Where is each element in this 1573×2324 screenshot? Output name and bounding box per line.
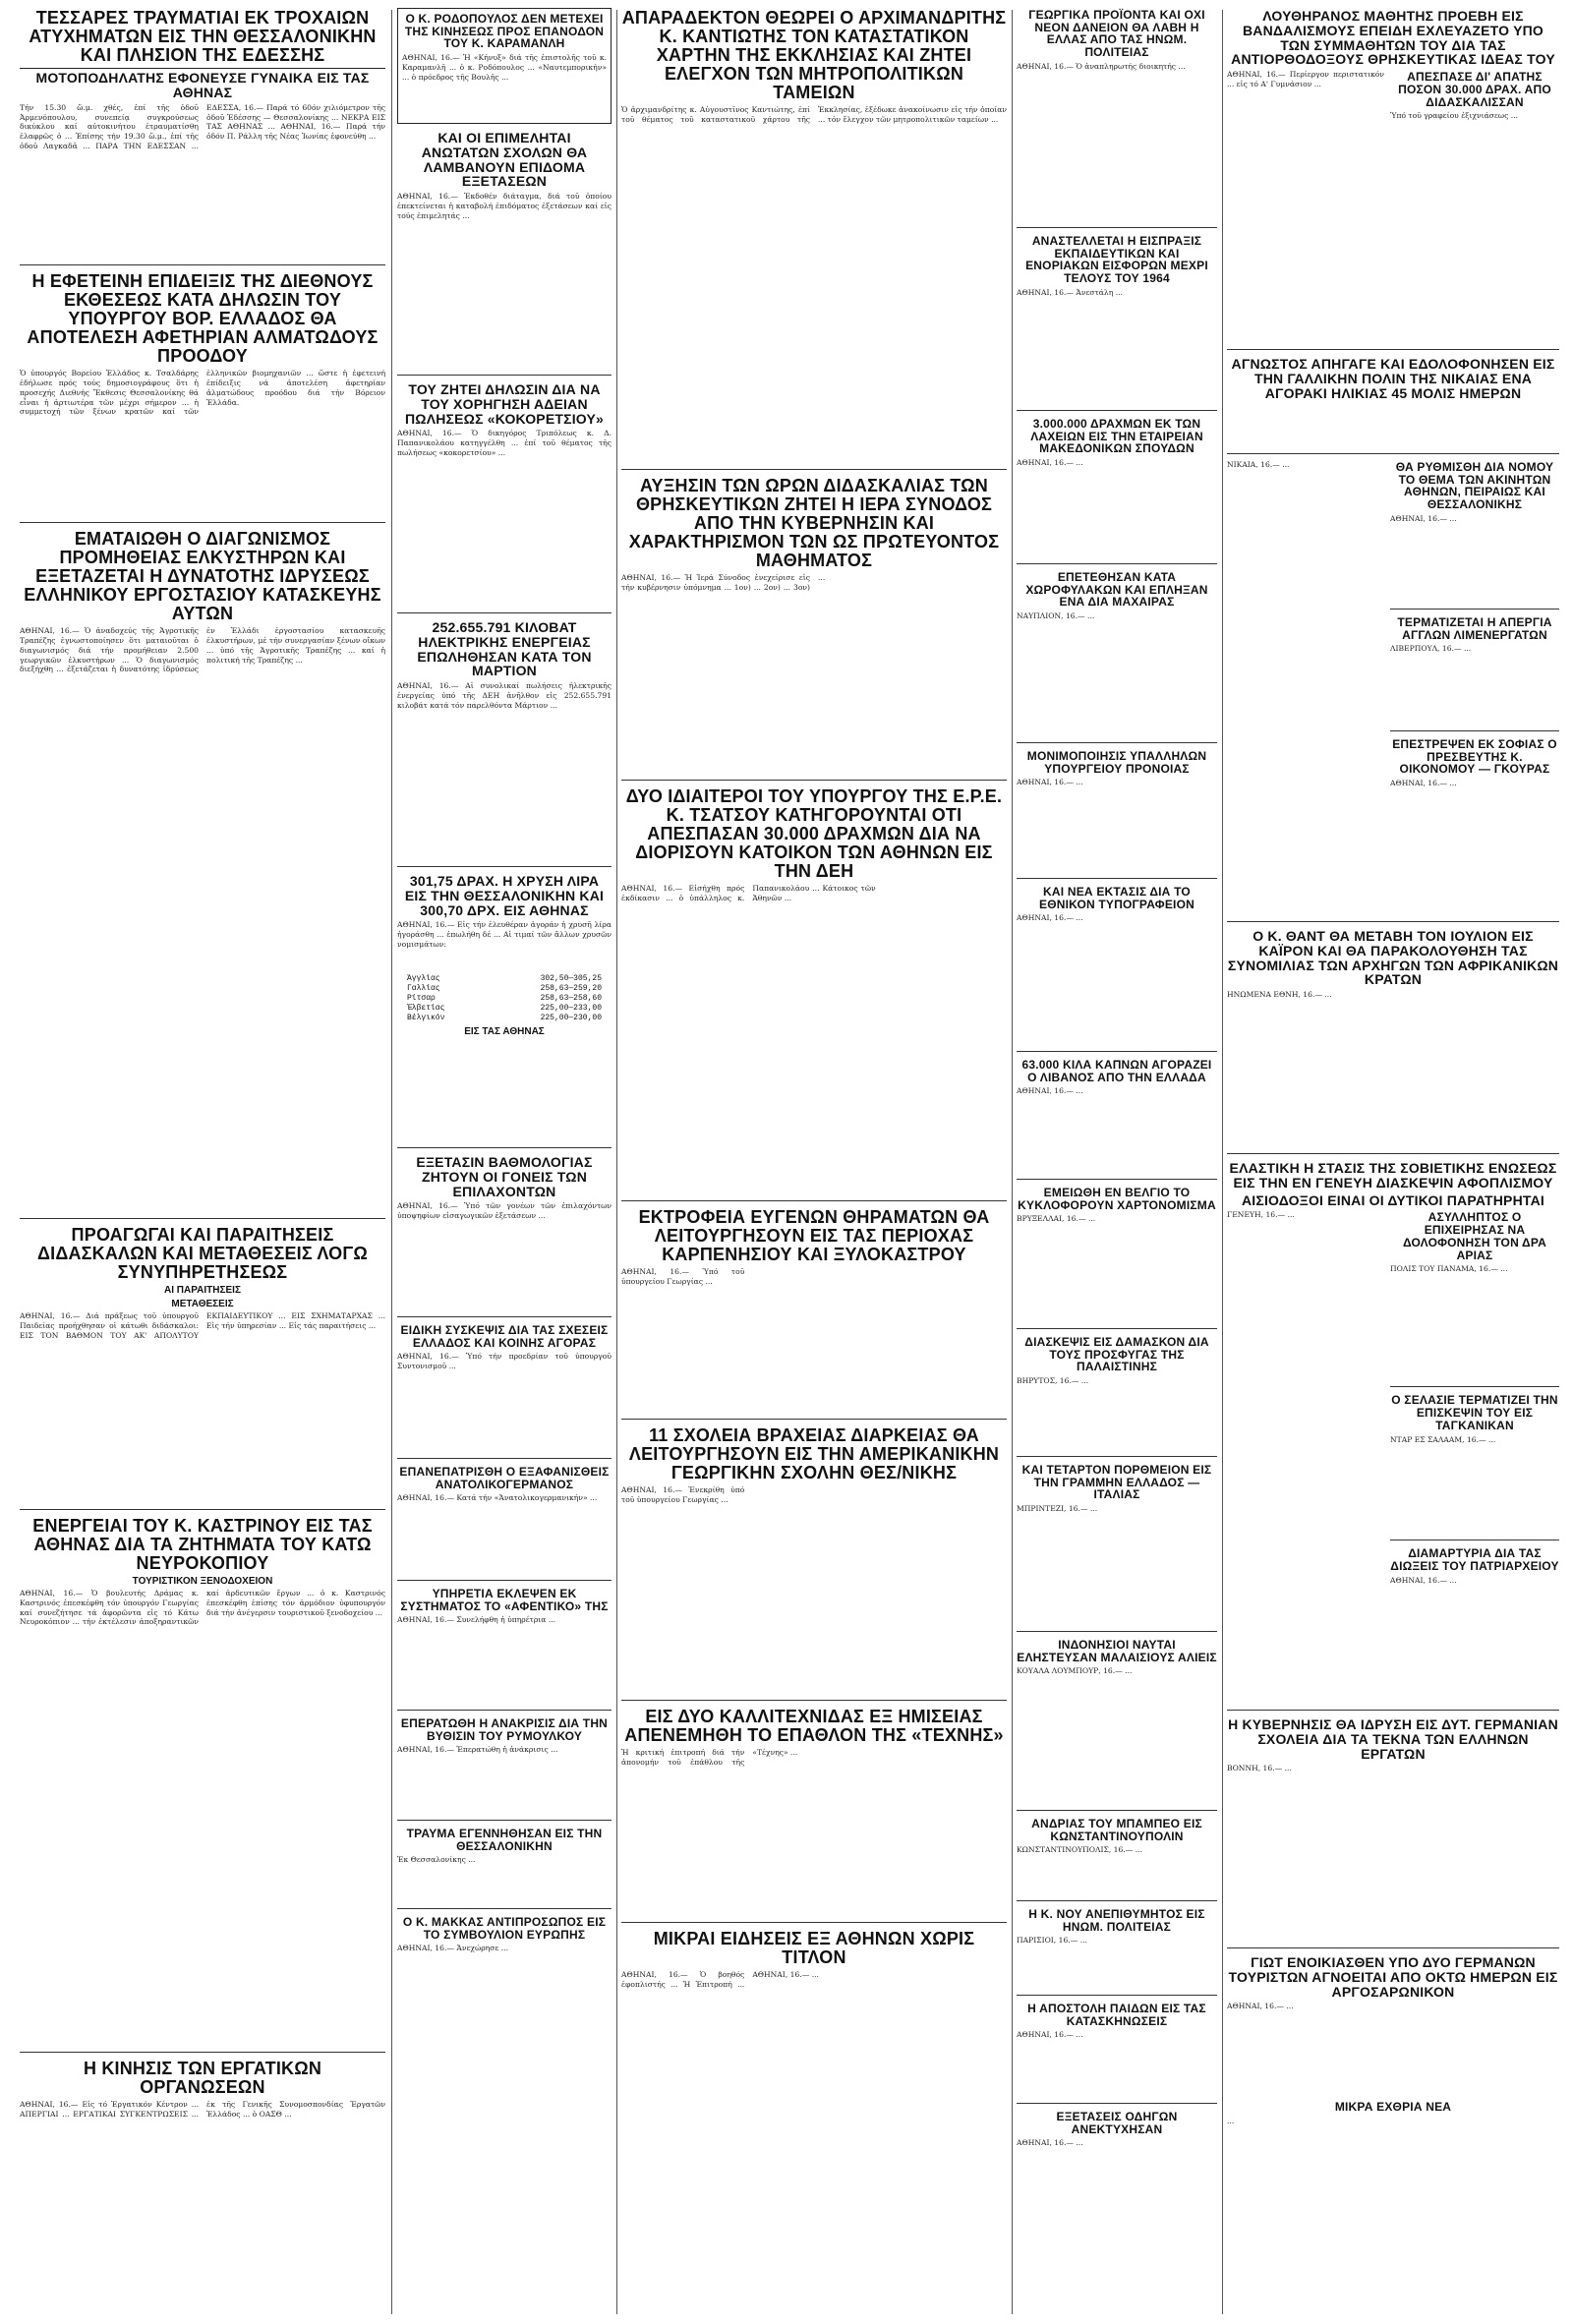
headline: 3.000.000 ΔΡΑΧΜΩΝ ΕΚ ΤΩΝ ΛΑΧΕΙΩΝ ΕΙΣ ΤΗΝ ΕΤΑΙΡΕΙΑΝ ΜΑΚΕΔΟΝΙΚΩΝ ΣΠΟΥΔΩΝ [1030, 417, 1203, 456]
column-2 [397, 8, 612, 2318]
article-body: ΑΘΗΝΑΙ, 16.— ... [1390, 1575, 1457, 1585]
article-thant [1227, 928, 1559, 1154]
article-farm-products [1017, 8, 1217, 228]
article-body: ΑΘΗΝΑΙ, 16.— Ὑπό τοῦ ὑπουργείου Γεωργίας ... [621, 1267, 745, 1286]
headline: ΘΑ ΡΥΘΜΙΣΘΗ ΔΙΑ ΝΟΜΟΥ ΤΟ ΘΕΜΑ ΤΩΝ ΑΚΙΝΗΤΩΝ ΑΘΗΝΩΝ, ΠΕΙΡΑΙΩΣ ΚΑΙ ΘΕΣΣΑΛΟΝΙΚΗΣ [1395, 460, 1554, 512]
article-body: ΑΘΗΝΑΙ, 16.— ... [1017, 2138, 1083, 2148]
article-dockworkers [1390, 615, 1559, 731]
column-5 [1227, 8, 1559, 2318]
article-common-market [397, 1323, 612, 1459]
headline: ΔΙΑΜΑΡΤΥΡΙΑ ΔΙΑ ΤΑΣ ΔΙΩΞΕΙΣ ΤΟΥ ΠΑΤΡΙΑΡΧΕΙΟΥ [1390, 1546, 1559, 1574]
article-body: ΝΑΥΠΛΙΟΝ, 16.— ... [1017, 611, 1095, 621]
headline: ΚΑΙ ΤΕΤΑΡΤΟΝ ΠΟΡΘΜΕΙΟΝ ΕΙΣ ΤΗΝ ΓΡΑΜΜΗΝ ΕΛΛΑΔΟΣ — ΙΤΑΛΙΑΣ [1021, 1463, 1212, 1502]
subheadline: ΑΙΣΙΟΔΟΞΟΙ ΕΙΝΑΙ ΟΙ ΔΥΤΙΚΟΙ ΠΑΡΑΤΗΡΗΤΑΙ [1241, 1191, 1545, 1208]
article-game-breeding [621, 1207, 1007, 1420]
article-births [397, 1827, 612, 1909]
article-housemaid [397, 1587, 612, 1711]
article-east-german [397, 1465, 612, 1581]
article-agricultural-school [621, 1425, 1007, 1701]
article-tobacco [1017, 1058, 1217, 1180]
article-body: ΓΕΝΕΥΗ, 16.— ... [1227, 1210, 1295, 1220]
article-body: Ὁ ὑπουργός Βορείου Ἑλλάδος κ. Τσαλδάρης ἐδήλωσε πρός τούς δημοσιογράφους ὅτι ἡ προσεχής Διεθνής Ἔκθεσις Θεσσαλονίκης θά εἶναι ἡ ἀρτιωτέρα τῶν μέχρι σήμερον ... ἡ συμμετοχή τῶν ξένων κρατῶν καί τῶν ἑλληνικῶν βιομηχανιῶν ... ὥστε ἡ ἐφετεινή ἐπίδειξις νά ἀποτελέση ἀφετηρίαν ἀλματώδους προόδου διά τήν Βόρειον Ἑλλάδα. [20, 369, 385, 417]
article-body: ΝΤΑΡ ΕΣ ΣΑΛΑΑΜ, 16.— ... [1390, 1434, 1496, 1444]
article-thessaloniki-fair [20, 271, 385, 523]
article-body: ΜΠΡΙΝΤΕΖΙ, 16.— ... [1017, 1504, 1098, 1514]
article-statue [1017, 1817, 1217, 1901]
article-body: ΑΘΗΝΑΙ, 16.— ... [1390, 779, 1457, 788]
article-body: ΑΘΗΝΑΙ, 16.— Αἱ συνολικαί πωλήσεις ἠλεκτρικῆς ἐνεργείας ὑπό τῆς ΔΕΗ ἀνῆλθον εἰς 252.655.791 κιλοβάτ κατά τόν παρελθόντα Μάρτιον ... [397, 681, 612, 710]
column-4 [1017, 8, 1217, 2318]
article-body: ΑΘΗΝΑΙ, 16.— Ἀνεστάλη ... [1017, 287, 1123, 297]
article-contributions [1017, 234, 1217, 411]
article-tugboat [397, 1716, 612, 1821]
article-layout [1227, 70, 1559, 335]
headline: Η ΑΠΟΣΤΟΛΗ ΠΑΙΔΩΝ ΕΙΣ ΤΑΣ ΚΑΤΑΣΚΗΝΩΣΕΙΣ [1027, 2002, 1206, 2028]
article-body: Τήν 15.30 ὥ.μ. χθές, ἐπί τῆς ὁδοῦ Ἀρμενόπουλου, συνεπείᾳ συγκρούσεως δικύκλου καί αὐτοκινήτου ἐτραυματίσθη ἐλαφρῶς ὁ ... Ἐπίσης τήν 19.30 ὥ.μ., ἐπί τῆς ὁδοῦ Λαγκαδᾶ ... ΠΑΡΑ ΤΗΝ ΕΔΕΣΣΑΝ ... ΕΔΕΣΣΑ, 16.— Παρά τό 60όν χιλιόμετρον τῆς ὁδοῦ Ἐδέσσης — Θεσσαλονίκης ... ΝΕΚΡΑ ΕΙΣ ΤΑΣ ΑΘΗΝΑΣ ... ΑΘΗΝΑΙ, 16.— Παρά τήν ὁδόν Π. Ράλλη τῆς Νέας Ἰωνίας ἐφονεύθη ... [20, 102, 385, 150]
headline: 11 ΣΧΟΛΕΙΑ ΒΡΑΧΕΙΑΣ ΔΙΑΡΚΕΙΑΣ ΘΑ ΛΕΙΤΟΥΡΓΗΣΟΥΝ ΕΙΣ ΤΗΝ ΑΜΕΡΙΚΑΝΙΚΗΝ ΓΕΩΡΓΙΚΗΝ ΣΧΟΛΗΝ ΘΕΣ/ΝΙΚΗΣ [628, 1425, 1000, 1483]
headline: 63.000 ΚΙΛΑ ΚΑΠΝΩΝ ΑΓΟΡΑΖΕΙ Ο ΛΙΒΑΝΟΣ ΑΠΟ ΤΗΝ ΕΛΛΑΔΑ [1021, 1058, 1212, 1084]
article-body: ΑΘΗΝΑΙ, 16.— Περίεργον περιστατικόν ... εἰς τό Α' Γυμνάσιον ... [1227, 70, 1384, 89]
subheading: ΤΟΥΡΙΣΤΙΚΟΝ ΞΕΝΟΔΟΧΕΙΟΝ [132, 1576, 273, 1588]
article-body: ΒΗΡΥΤΟΣ, 16.— ... [1017, 1376, 1089, 1386]
column-rule [1222, 10, 1223, 2314]
gold-prices-table [407, 974, 602, 1023]
headline: ΤΟΥ ΖΗΤΕΙ ΔΗΛΩΣΙΝ ΔΙΑ ΝΑ ΤΟΥ ΧΟΡΗΓΗΣΗ ΑΔΕΙΑΝ ΠΩΛΗΣΕΩΣ «ΚΟΚΟΡΕΤΣΙΟΥ» [404, 381, 605, 427]
headline: ΤΡΑΥΜΑ ΕΓΕΝΝΗΘΗΣΑΝ ΕΙΣ ΤΗΝ ΘΕΣΣΑΛΟΝΙΚΗΝ [406, 1827, 603, 1853]
article-ferry [1017, 1463, 1217, 1632]
headline: Η ΚΙΝΗΣΙΣ ΤΩΝ ΕΡΓΑΤΙΚΩΝ ΟΡΓΑΝΩΣΕΩΝ [83, 2059, 322, 2098]
headline: ΜΙΚΡΑ ΕΧΘΡΙΑ ΝΕΑ [1334, 2100, 1452, 2115]
article-body: Ὑπό τοῦ γραφείου ἐξιχνιάσεως ... [1390, 111, 1518, 121]
article-gold-sovereign [397, 873, 612, 1148]
headline: ΑΥΞΗΣΙΝ ΤΩΝ ΩΡΩΝ ΔΙΔΑΣΚΑΛΙΑΣ ΤΩΝ ΘΡΗΣΚΕΥΤΙΚΩΝ ΖΗΤΕΙ Η ΙΕΡΑ ΣΥΝΟΔΟΣ ΑΠΟ ΤΗΝ ΚΥΒΕΡΝΗΣΙΝ ΚΑΙ ΧΑΡΑΚΤΗΡΙΣΜΟΝ ΤΩΝ ΩΣ ΠΡΩΤΕΥΟΝΤΟΣ ΜΑΘΗΜΑΤΟΣ [628, 476, 1000, 571]
column-rule [616, 10, 617, 2314]
article-exam-allowance [397, 130, 612, 376]
article-soviet-disarmament [1227, 1160, 1559, 1711]
article-body: ΑΘΗΝΑΙ, 16.— ... [1017, 913, 1083, 923]
headline: ΜΙΚΡΑΙ ΕΙΔΗΣΕΙΣ ΕΞ ΑΘΗΝΩΝ ΧΩΡΙΣ ΤΙΤΛΟΝ [653, 1929, 975, 1968]
article-lutheran-student [1227, 8, 1559, 350]
article-body: ΝΙΚΑΙΑ, 16.— ... [1227, 460, 1290, 469]
article-body: ΑΘΗΝΑΙ, 16.— Εἰς τήν ἐλευθέραν ἀγοράν ἡ χρυσῆ λίρα ἠγοράσθη ... ἐπωλήθη δέ ... Αἱ τιμαί τῶν ἄλλων χρυσῶν νομισμάτων: [397, 920, 612, 949]
headline: 252.655.791 ΚΙΛΟΒΑΤ ΗΛΕΚΤΡΙΚΗΣ ΕΝΕΡΓΕΙΑΣ ΕΠΩΛΗΘΗΣΑΝ ΚΑΤΑ ΤΟΝ ΜΑΡΤΙΟΝ [417, 619, 592, 679]
article-body: ΑΘΗΝΑΙ, 16.— ... [1017, 778, 1083, 787]
article-body: ΒΟΝΝΗ, 16.— ... [1227, 1764, 1292, 1773]
article-body: ΗΝΩΜΕΝΑ ΕΘΝΗ, 16.— ... [1227, 990, 1332, 1000]
side-column [1390, 460, 1559, 921]
subheading: ΕΙΣ ΤΑΣ ΑΘΗΝΑΣ [464, 1026, 545, 1038]
table-row: Ἑλβετίας 225,00—233,00 [407, 1004, 602, 1014]
article-small-news [621, 1929, 1007, 2318]
article-traffic-accidents [20, 8, 385, 265]
article-permanent-staff [1017, 749, 1217, 879]
article-kastrinos [20, 1516, 385, 2053]
headline: ΑΣΥΛΛΗΠΤΟΣ Ο ΕΠΙΧΕΙΡΗΣΑΣ ΝΑ ΔΟΛΟΦΟΝΗΣΗ ΤΟΝ ΔΡΑ ΑΡΙΑΣ [1402, 1210, 1547, 1262]
article-driving-exams [1017, 2110, 1217, 2239]
article-body: ΚΩΝΣΤΑΝΤΙΝΟΥΠΟΛΙΣ, 16.— ... [1017, 1845, 1142, 1855]
headline: ΕΙΣ ΔΥΟ ΚΑΛΛΙΤΕΧΝΙΔΑΣ ΕΞ ΗΜΙΣΕΙΑΣ ΑΠΕΝΕΜΗΘΗ ΤΟ ΕΠΑΘΛΟΝ ΤΗΣ «ΤΕΧΝΗΣ» [624, 1707, 1004, 1746]
article-selassie [1390, 1393, 1559, 1540]
headline: ΔΥΟ ΙΔΙΑΙΤΕΡΟΙ ΤΟΥ ΥΠΟΥΡΓΟΥ ΤΗΣ Ε.Ρ.Ε. Κ. ΤΣΑΤΣΟΥ ΚΑΤΗΓΟΡΟΥΝΤΑΙ ΟΤΙ ΑΠΕΣΠΑΣΑΝ 30.000 ΔΡΑΧΜΩΝ ΔΙΑ ΝΑ ΔΙΟΡΙΣΟΥΝ ΚΑΤΟΙΚΟΝ ΤΩΝ ΑΘΗΝΩΝ ΕΙΣ ΤΗΝ ΔΕΗ [625, 786, 1003, 882]
article-body: ΑΘΗΝΑΙ, 16.— Ὁ ἀναδοχεύς τῆς Ἀγροτικῆς Τραπέζης ἐγνωστοποίησεν ὅτι ματαιοῦται ὁ διαγωνισμός διά τήν προμήθειαν 2.500 γεωργικῶν ἐλκυστήρων ... Ὁ διαγωνισμός διεξήχθη ... ἐξετάζεται ἡ δυνατότης ἱδρύσεως ἐν Ἑλλάδι ἐργοστασίου κατασκευῆς ἐλκυστήρων, μέ τήν συνεργασίαν ξένων οἴκων ... ὑπό τῆς Ἀγροτικῆς Τραπέζης ... καί ἡ πολιτική τῆς Τραπέζης ... [20, 626, 385, 674]
headline: ΕΞΕΤΑΣΙΝ ΒΑΘΜΟΛΟΓΙΑΣ ΖΗΤΟΥΝ ΟΙ ΓΟΝΕΙΣ ΤΩΝ ΕΠΙΛΑΧΟΝΤΩΝ [416, 1154, 593, 1199]
headline: ΛΟΥΘΗΡΑΝΟΣ ΜΑΘΗΤΗΣ ΠΡΟΕΒΗ ΕΙΣ ΒΑΝΔΑΛΙΣΜΟΥΣ ΕΠΕΙΔΗ ΕΧΛΕΥΑΖΕΤΟ ΥΠΟ ΤΩΝ ΣΥΜΜΑΘΗΤΩΝ ΤΟΥ ΔΙΑ ΤΑΣ ΑΝΤΙΟΡΘΟΔΟΞΟΥΣ ΘΡΗΣΚΕΥΤΙΚΑΣ ΙΔΕΑΣ ΤΟΥ [1231, 8, 1555, 68]
headline: Ο Κ. ΘΑΝΤ ΘΑ ΜΕΤΑΒΗ ΤΟΝ ΙΟΥΛΙΟΝ ΕΙΣ ΚΑΪΡΟΝ ΚΑΙ ΘΑ ΠΑΡΑΚΟΛΟΥΘΗΣΗ ΤΑΣ ΣΥΝΟΜΙΛΙΑΣ ΤΩΝ ΑΡΧΗΓΩΝ ΤΩΝ ΑΦΡΙΚΑΝΙΚΩΝ ΚΡΑΤΩΝ [1227, 928, 1559, 988]
column-rule [391, 10, 392, 2314]
article-body: ΛΙΒΕΡΠΟΥΛ, 16.— ... [1390, 644, 1472, 654]
headline: Ο Κ. ΜΑΚΚΑΣ ΑΝΤΙΠΡΟΣΩΠΟΣ ΕΙΣ ΤΟ ΣΥΜΒΟΥΛΙΟΝ ΕΥΡΩΠΗΣ [402, 1915, 607, 1942]
article-body: Ἐκ Θεσσαλονίκης ... [397, 1855, 476, 1865]
table-row: Γαλλίας 258,63—259,20 [407, 984, 602, 994]
headline: ΠΡΟΑΓΩΓΑΙ ΚΑΙ ΠΑΡΑΙΤΗΣΕΙΣ ΔΙΔΑΣΚΑΛΩΝ ΚΑΙ ΜΕΤΑΘΕΣΕΙΣ ΛΟΓΩ ΣΥΝΥΠΗΡΕΤΗΣΕΩΣ [36, 1225, 368, 1283]
table-row: Ρίτσαρ 258,63—258,60 [407, 994, 602, 1004]
headline: ΕΠΕΣΤΡΕΨΕΝ ΕΚ ΣΟΦΙΑΣ Ο ΠΡΕΣΒΕΥΤΗΣ Κ. ΟΙΚΟΝΟΜΟΥ — ΓΚΟΥΡΑΣ [1392, 737, 1557, 777]
article-printing-office [1017, 885, 1217, 1052]
headline: ΕΚΤΡΟΦΕΙΑ ΕΥΓΕΝΩΝ ΘΗΡΑΜΑΤΩΝ ΘΑ ΛΕΙΤΟΥΡΓΗΣΟΥΝ ΕΙΣ ΤΑΣ ΠΕΡΙΟΧΑΣ ΚΑΡΠΕΝΗΣΙΟΥ ΚΑΙ ΞΥΛΟΚΑΣΤΡΟΥ [638, 1207, 990, 1265]
article-patriarchate [1390, 1546, 1559, 1674]
article-body: ΑΘΗΝΑΙ, 16.— Ὑπό τήν προεδρίαν τοῦ ὑπουργοῦ Συντονισμοῦ ... [397, 1352, 612, 1371]
article-labor-organizations [20, 2059, 385, 2295]
article-body: ΑΘΗΝΑΙ, 16.— Εἰς τό Ἐργατικόν Κέντρον ... ΑΠΕΡΓΙΑΙ ... ΕΡΓΑΤΙΚΑΙ ΣΥΓΚΕΝΤΡΩΣΕΙΣ ... ἐκ τῆς Γενικῆς Συνομοσπονδίας Ἐργατῶν Ἑλλάδος ... ὁ ΟΑΣΘ ... [20, 2100, 385, 2119]
article-religious-classes [621, 476, 1007, 781]
article-body: ΠΑΡΙΣΙΟΙ, 16.— ... [1017, 1936, 1087, 1946]
article-body: ΑΘΗΝΑΙ, 16.— Εἰσήχθη πρός ἐκδίκασιν ... ὁ ὑπάλληλος κ. Παπανικολάου ... Κάτοικος τῶν Ἀθηνῶν ... [621, 884, 876, 903]
article-indonesian-sailors [1017, 1638, 1217, 1811]
article-body: ΑΘΗΝΑΙ, 16.— Ὁ δικηγόρος Τριπόλεως κ. Δ. Παπανικολάου κατηγγέλθη ... ἐπί τοῦ θέματος τῆς πωλήσεως «κοκορετσίου» ... [397, 429, 612, 457]
headline: ΑΓΝΩΣΤΟΣ ΑΠΗΓΑΓΕ ΚΑΙ ΕΔΟΛΟΦΟΝΗΣΕΝ ΕΙΣ ΤΗΝ ΓΑΛΛΙΚΗΝ ΠΟΛΙΝ ΤΗΣ ΝΙΚΑΙΑΣ ΕΝΑ ΑΓΟΡΑΚΙ ΗΛΙΚΙΑΣ 45 ΜΟΛΙΣ ΗΜΕΡΩΝ [1231, 356, 1555, 401]
article-children-camps [1017, 2002, 1217, 2104]
article-real-estate [1390, 460, 1559, 610]
headline: Ο Κ. ΡΟΔΟΠΟΥΛΟΣ ΔΕΝ ΜΕΤΕΧΕΙ ΤΗΣ ΚΙΝΗΣΕΩΣ ΠΡΟΣ ΕΠΑΝΟΔΟΝ ΤΟΥ Κ. ΚΑΡΑΜΑΝΛΗ [404, 12, 605, 51]
article-body: ΑΘΗΝΑΙ, 16.— Ὁ βοηθός ἐφοπλιστής ... Ἡ Ἐπιτροπή ... ΑΘΗΝΑΙ, 16.— ... [621, 1970, 819, 1989]
article-kokoretsi [397, 381, 612, 613]
headline: ΥΠΗΡΕΤΙΑ ΕΚΛΕΨΕΝ ΕΚ ΣΥΣΤΗΜΑΤΟΣ ΤΟ «ΑΦΕΝΤΙΚΟ» ΤΗΣ [400, 1587, 609, 1613]
article-palestine-refugees [1017, 1335, 1217, 1457]
column-3 [621, 8, 1007, 2318]
article-grading-review [397, 1154, 612, 1317]
article-lottery [1017, 417, 1217, 564]
article-body: Ἡ κριτική ἐπιτροπή διά τήν ἀπονομήν τοῦ ἐπάθλου τῆς «Τέχνης» ... [621, 1748, 798, 1767]
article-makkas [397, 1915, 612, 2063]
article-body: ΑΘΗΝΑΙ, 16.— ... [1017, 1086, 1083, 1096]
table-row: Ἀγγλίας 302,50—305,25 [407, 974, 602, 984]
article-body: ΚΟΥΑΛΑ ΛΟΥΜΠΟΥΡ, 16.— ... [1017, 1666, 1133, 1676]
article-mrs-nhu [1017, 1907, 1217, 1996]
article-nice-murder [1227, 356, 1559, 454]
headline: ΤΕΡΜΑΤΙΖΕΤΑΙ Η ΑΠΕΡΓΙΑ ΑΓΓΛΩΝ ΛΙΜΕΝΕΡΓΑΤΩΝ [1397, 615, 1552, 642]
headline: ΓΙΩΤ ΕΝΟΙΚΙΑΣΘΕΝ ΥΠΟ ΔΥΟ ΓΕΡΜΑΝΩΝ ΤΟΥΡΙΣΤΩΝ ΑΓΝΟΕΙΤΑΙ ΑΠΟ ΟΚΤΩ ΗΜΕΡΩΝ ΕΙΣ ΑΡΓΟΣΑΡΩΝΙΚΟΝ [1228, 1954, 1558, 2000]
headline: ΑΝΑΣΤΕΛΛΕΤΑΙ Η ΕΙΣΠΡΑΞΙΣ ΕΚΠΑΙΔΕΥΤΙΚΩΝ ΚΑΙ ΕΝΟΡΙΑΚΩΝ ΕΙΣΦΟΡΩΝ ΜΕΧΡΙ ΤΕΛΟΥΣ ΤΟΥ 1964 [1025, 234, 1208, 286]
column-rule [1012, 10, 1013, 2314]
headline: ΔΙΑΣΚΕΨΙΣ ΕΙΣ ΔΑΜΑΣΚΟΝ ΔΙΑ ΤΟΥΣ ΠΡΟΣΦΥΓΑΣ ΤΗΣ ΠΑΛΑΙΣΤΙΝΗΣ [1024, 1335, 1209, 1374]
headline: ΙΝΔΟΝΗΣΙΟΙ ΝΑΥΤΑΙ ΕΛΗΣΤΕΥΣΑΝ ΜΑΛΑΙΣΙΟΥΣ ΑΛΙΕΙΣ [1017, 1638, 1217, 1664]
article-body: ΑΘΗΝΑΙ, 16.— ... [1227, 2002, 1294, 2011]
split-row [1227, 460, 1559, 922]
headline: Ο ΣΕΛΑΣΙΕ ΤΕΡΜΑΤΙΖΕΙ ΤΗΝ ΕΠΙΣΚΕΨΙΝ ΤΟΥ ΕΙΣ ΤΑΓΚΑΝΙΚΑΝ [1391, 1393, 1558, 1432]
article-body: Ὁ ἀρχιμανδρίτης κ. Αὐγουστῖνος Καντιώτης, ἐπί τοῦ θέματος τοῦ καταστατικοῦ χάρτου τῆς Ἐκκλησίας, ἐξέδωκε ἀνακοίνωσιν εἰς τήν ὁποίαν ... τόν ἔλεγχον τῶν μητροπολιτικῶν ταμείων ... [621, 105, 1007, 125]
article-body: ΑΘΗΝΑΙ, 16.— Ἐπερατώθη ἡ ἀνάκρισις ... [397, 1745, 558, 1755]
article-body: ΑΘΗΝΑΙ, 16.— Ἐκδοθέν διάταγμα, διά τοῦ ὁποίου ἐπεκτείνεται ἡ καταβολή ἐπιδόματος ἐξετάσεων καί εἰς τούς ἐπιμελητάς ... [397, 192, 612, 220]
headline: Η ΕΦΕΤΕΙΝΗ ΕΠΙΔΕΙΞΙΣ ΤΗΣ ΔΙΕΘΝΟΥΣ ΕΚΘΕΣΕΩΣ ΚΑΤΑ ΔΗΛΩΣΙΝ ΤΟΥ ΥΠΟΥΡΓΟΥ ΒΟΡ. ΕΛΛΑΔΟΣ ΘΑ ΑΠΟΤΕΛΕΣΗ ΑΦΕΤΗΡΙΑΝ ΑΛΜΑΤΩΔΟΥΣ ΠΡΟΟΔΟΥ [27, 271, 379, 367]
article-body: ... [1227, 2117, 1235, 2126]
headline: ΑΠΑΡΑΔΕΚΤΟΝ ΘΕΩΡΕΙ Ο ΑΡΧΙΜΑΝΔΡΙΤΗΣ Κ. ΚΑΝΤΙΩΤΗΣ ΤΟΝ ΚΑΤΑΣΤΑΤΙΚΟΝ ΧΑΡΤΗΝ ΤΗΣ ΕΚΚΛΗΣΙΑΣ ΚΑΙ ΖΗΤΕΙ ΕΛΕΓΧΟΝ ΤΩΝ ΜΗΤΡΟΠΟΛΙΤΙΚΩΝ ΤΑΜΕΙΩΝ [621, 8, 1007, 103]
headline: ΕΜΕΙΩΘΗ ΕΝ ΒΕΛΓΙΟ ΤΟ ΚΥΚΛΟΦΟΡΟΥΝ ΧΑΡΤΟΝΟΜΙΣΜΑ [1018, 1186, 1216, 1212]
subheading: ΑΙ ΠΑΡΑΙΤΗΣΕΙΣ [164, 1285, 241, 1297]
headline: ΑΠΕΣΠΑΣΕ ΔΙ' ΑΠΑΤΗΣ ΠΟΣΟΝ 30.000 ΔΡΑΧ. ΑΠΟ ΔΙΔΑΣΚΑΛΙΣΣΑΝ [1398, 70, 1551, 109]
article-body: ΑΘΗΝΑΙ, 16.— Ὑπό τῶν γονέων τῶν ἐπιλαχόντων ὑποψηφίων εἰσαγωγικῶν ἐξετάσεων ... [397, 1201, 612, 1221]
article-gendarmes [1017, 570, 1217, 743]
article-body: ΑΘΗΝΑΙ, 16.— ... [1390, 513, 1457, 523]
article-belgium-currency [1017, 1186, 1217, 1329]
article-body: ΒΡΥΞΕΛΛΑΙ, 16.— ... [1017, 1214, 1096, 1224]
headline: ΕΠΕΡΑΤΩΘΗ Η ΑΝΑΚΡΙΣΙΣ ΔΙΑ ΤΗΝ ΒΥΘΙΣΙΝ ΤΟΥ ΡΥΜΟΥΛΚΟΥ [400, 1716, 609, 1743]
article-body: ΑΘΗΝΑΙ, 16.— Συνελήφθη ἡ ὑπηρέτρια ... [397, 1615, 556, 1625]
article-tsatsos [621, 786, 1007, 1201]
article-body: ΑΘΗΝΑΙ, 16.— Διά πράξεως τοῦ ὑπουργοῦ Παιδείας προήχθησαν οἱ κάτωθι διδάσκαλοι: ΕΙΣ ΤΟΝ ΒΑΘΜΟΝ ΤΟΥ ΑΚ' ΑΠΟΛΥΤΟΥ ΕΚΠΑΙΔΕΥΤΙΚΟΥ ... ΕΙΣ ΣΧΗΜΑΤΑΡΧΑΣ ... Εἰς τήν ὑπηρεσίαν ... Εἰς τάς παραιτήσεις ... [20, 1311, 385, 1340]
article-body: ΑΘΗΝΑΙ, 16.— Ἡ «Κήνυξ» διά τῆς ἐπιστολῆς τοῦ κ. Καραμανλῆ ... ὁ κ. Ροδόπουλος ... «Ναυτεμπορικήν» ... ὁ πρόεδρος τῆς Βουλῆς ... [402, 53, 607, 82]
article-body: ΠΟΛΙΣ ΤΟΥ ΠΑΝΑΜΑ, 16.— ... [1390, 1264, 1508, 1274]
article-body: ΑΘΗΝΑΙ, 16.— Ὁ ἀναπληρωτής διοικητής ... [1017, 61, 1186, 71]
headline: Η Κ. ΝΟΥ ΑΝΕΠΙΘΥΜΗΤΟΣ ΕΙΣ ΗΝΩΜ. ΠΟΛΙΤΕΙΑΣ [1028, 1907, 1205, 1934]
article-teachers-promotions [20, 1225, 385, 1510]
article-ambassador [1390, 737, 1559, 904]
article-german-schools [1227, 1716, 1559, 1948]
subheading: ΜΕΤΑΘΕΣΕΙΣ [171, 1299, 234, 1310]
article-body: ΑΘΗΝΑΙ, 16.— Κατά τήν «Ἀνατολικογερμανικήν» ... [397, 1493, 598, 1503]
headline: ΕΠΑΝΕΠΑΤΡΙΣΘΗ Ο ΕΞΑΦΑΝΙΣΘΕΙΣ ΑΝΑΤΟΛΙΚΟΓΕΡΜΑΝΟΣ [399, 1465, 610, 1491]
article-body: ΑΘΗΝΑΙ, 16.— Ἐνεκρίθη ὑπό τοῦ ὑπουργείου Γεωργίας ... [621, 1485, 745, 1504]
headline: ΑΝΔΡΙΑΣ ΤΟΥ ΜΠΑΜΠΕΟ ΕΙΣ ΚΩΝΣΤΑΝΤΙΝΟΥΠΟΛΙΝ [1031, 1817, 1202, 1843]
article-body: ΑΘΗΝΑΙ, 16.— Ἀνεχώρησε ... [397, 1944, 508, 1953]
article-arias [1390, 1210, 1559, 1387]
headline: ΤΕΣΣΑΡΕΣ ΤΡΑΥΜΑΤΙΑΙ ΕΚ ΤΡΟΧΑΙΩΝ ΑΤΥΧΗΜΑΤΩΝ ΕΙΣ ΤΗΝ ΘΕΣΣΑΛΟΝΙΚΗΝ ΚΑΙ ΠΛΗΣΙΟΝ ΤΗΣ ΕΔΕΣΣΗΣ [29, 8, 377, 66]
article-body: ΑΘΗΝΑΙ, 16.— Ὁ βουλευτής Δράμας κ. Καστρινός ἐπεσκέφθη τόν ὑπουργόν Γεωργίας καί συνεζήτησε τά ἀφορῶντα εἰς τό Κάτω Νευροκόπιον ... τήν ἐκτέλεσιν ἀποξηραντικῶν καί ἀρδευτικῶν ἔργων ... ὁ κ. Καστρινός ἐπεσκέφθη ἐπίσης τόν ἀρμόδιον ὑφυπουργόν διά τήν ἀνέγερσιν τουριστικοῦ ξενοδοχείου ... [20, 1589, 385, 1627]
article-body: ΑΘΗΝΑΙ, 16.— ... [1017, 458, 1083, 468]
headline: ΕΜΑΤΑΙΩΘΗ Ο ΔΙΑΓΩΝΙΣΜΟΣ ΠΡΟΜΗΘΕΙΑΣ ΕΛΚΥΣΤΗΡΩΝ ΚΑΙ ΕΞΕΤΑΖΕΤΑΙ Η ΔΥΝΑΤΟΤΗΣ ΙΔΡΥΣΕΩΣ ΕΛΛΗΝΙΚΟΥ ΕΡΓΟΣΤΑΣΙΟΥ ΚΑΤΑΣΚΕΥΗΣ ΑΥΤΩΝ [24, 529, 381, 624]
side-column [1390, 1210, 1559, 1682]
side-article-fraud [1390, 70, 1559, 335]
headline: ΕΙΔΙΚΗ ΣΥΣΚΕΨΙΣ ΔΙΑ ΤΑΣ ΣΧΕΣΕΙΣ ΕΛΛΑΔΟΣ ΚΑΙ ΚΟΙΝΗΣ ΑΓΟΡΑΣ [400, 1323, 609, 1350]
headline: ΜΟΝΙΜΟΠΟΙΗΣΙΣ ΥΠΑΛΛΗΛΩΝ ΥΠΟΥΡΓΕΙΟΥ ΠΡΟΝΟΙΑΣ [1026, 749, 1207, 776]
headline: Η ΚΥΒΕΡΝΗΣΙΣ ΘΑ ΙΔΡΥΣΗ ΕΙΣ ΔΥΤ. ΓΕΡΜΑΝΙΑΝ ΣΧΟΛΕΙΑ ΔΙΑ ΤΑ ΤΕΚΝΑ ΤΩΝ ΕΛΛΗΝΩΝ ΕΡΓΑΤΩΝ [1228, 1716, 1558, 1762]
headline: ΕΝΕΡΓΕΙΑΙ ΤΟΥ Κ. ΚΑΣΤΡΙΝΟΥ ΕΙΣ ΤΑΣ ΑΘΗΝΑΣ ΔΙΑ ΤΑ ΖΗΤΗΜΑΤΑ ΤΟΥ ΚΑΤΩ ΝΕΥΡΟΚΟΠΙΟΥ [32, 1516, 373, 1574]
article-body: ΑΘΗΝΑΙ, 16.— Ἡ Ἱερά Σύνοδος ἐνεχείρισε εἰς τήν κυβέρνησιν ὑπόμνημα ... 1ον) ... 2ον) ... 3ον) ... [621, 573, 826, 593]
headline: 301,75 ΔΡΑΧ. Η ΧΡΥΣΗ ΛΙΡΑ ΕΙΣ ΤΗΝ ΘΕΣΣΑΛΟΝΙΚΗΝ ΚΑΙ 300,70 ΔΡΧ. ΕΙΣ ΑΘΗΝΑΣ [404, 873, 605, 918]
subheadline: ΜΟΤΟΠΟΔΗΛΑΤΗΣ ΕΦΟΝΕΥΣΕ ΓΥΝΑΙΚΑ ΕΙΣ ΤΑΣ ΑΘΗΝΑΣ [35, 70, 370, 101]
article-kantiotis [621, 8, 1007, 470]
article-rodopoulos [397, 8, 612, 124]
headline: ΕΠΕΤΕΘΗΣΑΝ ΚΑΤΑ ΧΩΡΟΦΥΛΑΚΩΝ ΚΑΙ ΕΠΛΗΞΑΝ ΕΝΑ ΔΙΑ ΜΑΧΑΙΡΑΣ [1025, 570, 1208, 610]
headline: ΚΑΙ ΟΙ ΕΠΙΜΕΛΗΤΑΙ ΑΝΩΤΑΤΩΝ ΣΧΟΛΩΝ ΘΑ ΛΑΜΒΑΝΟΥΝ ΕΠΙΔΟΜΑ ΕΞΕΤΑΣΕΩΝ [421, 130, 588, 190]
article-kilowatts [397, 619, 612, 867]
headline: ΚΑΙ ΝΕΑ ΕΚΤΑΣΙΣ ΔΙΑ ΤΟ ΕΘΝΙΚΟΝ ΤΥΠΟΓΡΑΦΕΙΟΝ [1039, 885, 1194, 911]
column-1 [20, 8, 385, 2318]
article-layout [1227, 1210, 1559, 1682]
headline: ΕΛΑΣΤΙΚΗ Η ΣΤΑΣΙΣ ΤΗΣ ΣΟΒΙΕΤΙΚΗΣ ΕΝΩΣΕΩΣ ΕΙΣ ΤΗΝ ΕΝ ΓΕΝΕΥΗ ΔΙΑΣΚΕΨΙΝ ΑΦΟΠΛΙΣΜΟΥ [1229, 1160, 1557, 1191]
table-row: Βέλγικόν 225,00—230,00 [407, 1014, 602, 1023]
article-techni-prize [621, 1707, 1007, 1923]
headline: ΓΕΩΡΓΙΚΑ ΠΡΟΪΟΝΤΑ ΚΑΙ ΟΧΙ ΝΕΟΝ ΔΑΝΕΙΟΝ ΘΑ ΛΑΒΗ Η ΕΛΛΑΣ ΑΠΟ ΤΑΣ ΗΝΩΜ. ΠΟΛΙΤΕΙΑΣ [1028, 8, 1205, 60]
article-tractors-tender [20, 529, 385, 1219]
article-body: ΑΘΗΝΑΙ, 16.— ... [1017, 2030, 1083, 2040]
article-yacht [1227, 1954, 1559, 2200]
headline: ΕΞΕΤΑΣΕΙΣ ΟΔΗΓΩΝ ΑΝΕΚΤΥΧΗΣΑΝ [1056, 2110, 1178, 2136]
